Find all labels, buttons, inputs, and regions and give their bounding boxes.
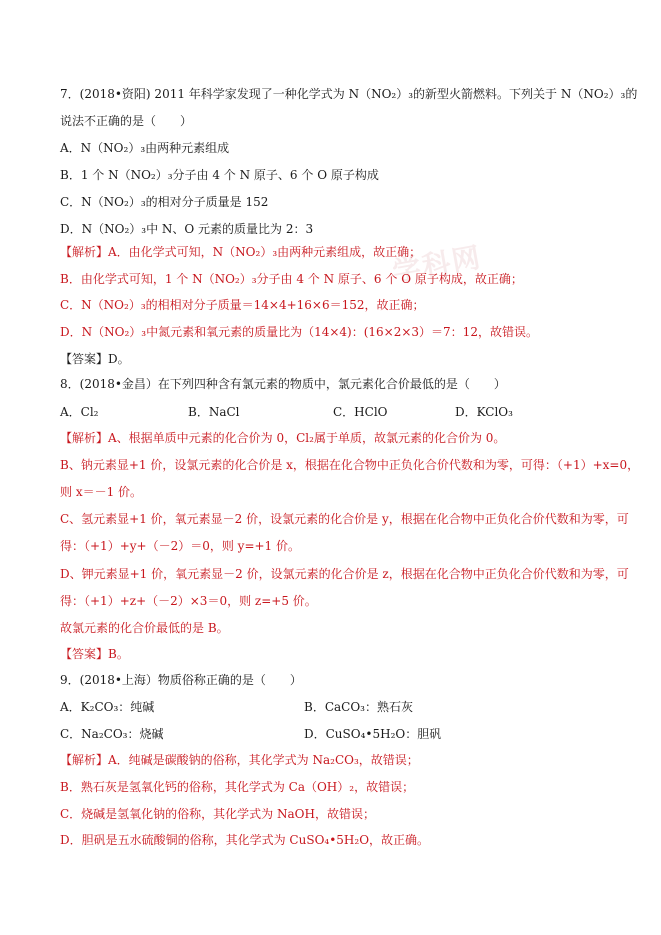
q9-explanation-line: D．胆矾是五水硫酸铜的俗称，其化学式为 CuSO₄•5H₂O，故正确。 (60, 833, 430, 847)
q8-explanation-line: B、钠元素显+1 价，设氯元素的化合价是 x，根据在化合物中正负化合价代数和为零，可得：（+1）+x=0， (60, 458, 640, 472)
q9-options-row1 (60, 699, 413, 715)
q8-option-c: C．HClO (333, 405, 388, 419)
q7-explanation-line: C．N（NO₂）₃的相相对分子质量＝14×4+16×6＝152，故正确； (60, 298, 425, 312)
q9-options-row2 (60, 726, 441, 742)
q8-explanation-line: 得：（+1）+z+（－2）×3＝0，则 z=+5 价。 (60, 594, 317, 608)
q8-option-b: B．NaCl (188, 405, 240, 419)
q7-explanation-line: 【解析】A．由化学式可知，N（NO₂）₃由两种元素组成，故正确； (60, 245, 422, 259)
q9-explanation-line: 【解析】A．纯碱是碳酸钠的俗称，其化学式为 Na₂CO₃，故错误； (60, 753, 419, 767)
q9-option-a: A．K₂CO₃：纯碱 (60, 700, 155, 714)
q8-answer: 【答案】B。 (60, 647, 129, 661)
q8-explanation-line: 得：（+1）+y+（－2）＝0，则 y=+1 价。 (60, 539, 301, 553)
q8-conclusion: 故氯元素的化合价最低的是 B。 (60, 621, 229, 635)
q8-explanation-line: C、氢元素显+1 价，氧元素显－2 价，设氯元素的化合价是 y，根据在化合物中正负化合价代数和为零，可 (60, 512, 629, 526)
watermark: 学科网 (390, 240, 485, 289)
q9-option-d: D．CuSO₄•5H₂O：胆矾 (304, 727, 442, 741)
q8-explanation-line: 【解析】A、根据单质中元素的化合价为 0，Cl₂属于单质，故氯元素的化合价为 0。 (60, 431, 506, 445)
q8-explanation-line: D、钾元素显+1 价，氧元素显－2 价，设氯元素的化合价是 z，根据在化合物中正负化合价代数和为零，可 (60, 567, 629, 581)
q7-explanation-line: B．由化学式可知，1 个 N（NO₂）₃分子由 4 个 N 原子、6 个 O 原子构成，故正确； (60, 272, 523, 286)
q7-stem: 7．(2018•资阳) 2011 年科学家发现了一种化学式为 N（NO₂）₃的新型火箭燃料。下列关于 N（NO₂）₃的 (60, 87, 638, 101)
q8-options (60, 404, 513, 420)
q7-answer: 【答案】D。 (60, 352, 130, 366)
q9-explanation-line: B．熟石灰是氢氧化钙的俗称，其化学式为 Ca（OH）₂，故错误； (60, 780, 415, 794)
q7-stem-cont: 说法不正确的是（ ） (60, 114, 193, 128)
q7-option-c: C．N（NO₂）₃的相对分子质量是 152 (60, 195, 269, 209)
q8-option-d: D．KClO₃ (455, 405, 513, 419)
q9-option-c: C．Na₂CO₃：烧碱 (60, 727, 164, 741)
q8-option-a: A．Cl₂ (60, 405, 99, 419)
q8-stem: 8．(2018•金昌）在下列四种含有氯元素的物质中，氯元素化合价最低的是（ ） (60, 377, 506, 391)
q7-option-a: A．N（NO₂）₃由两种元素组成 (60, 141, 230, 155)
q8-explanation-line: 则 x＝－1 价。 (60, 485, 143, 499)
q9-explanation-line: C．烧碱是氢氧化钠的俗称，其化学式为 NaOH，故错误； (60, 807, 375, 821)
q9-stem: 9．(2018•上海）物质俗称正确的是（ ） (60, 673, 302, 687)
q7-option-d: D．N（NO₂）₃中 N、O 元素的质量比为 2：3 (60, 222, 314, 236)
q9-option-b: B．CaCO₃：熟石灰 (304, 700, 413, 714)
q7-explanation-line: D．N（NO₂）₃中氮元素和氧元素的质量比为（14×4)：(16×2×3）＝7：12，故错误。 (60, 325, 538, 339)
q7-option-b: B．1 个 N（NO₂）₃分子由 4 个 N 原子、6 个 O 原子构成 (60, 168, 379, 182)
